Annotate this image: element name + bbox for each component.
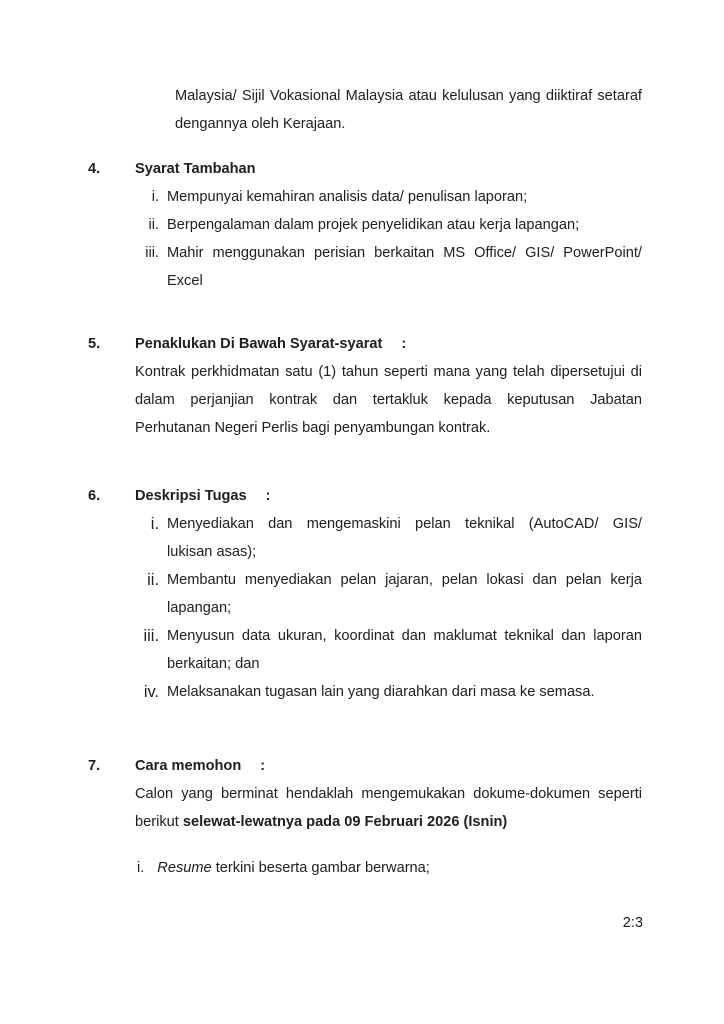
list-item-text: lapangan; [167,600,232,616]
list-item-text: Mempunyai kemahiran analisis data/ penulisan laporan; [167,189,528,205]
section-deskripsi-tugas [0,482,724,706]
paragraph-line: dengannya oleh Kerajaan. [175,116,346,132]
paragraph-line: Malaysia/ Sijil Vokasional Malaysia atau kelulusan yang diiktiraf setaraf [175,88,642,104]
section-heading [88,330,724,358]
list-marker: ii. [148,217,159,233]
paragraph-text-regular: berikut [135,814,183,830]
section-title: Syarat Tambahan [135,161,256,177]
resume-italic-text: Resume [157,860,212,876]
list-marker: i. [137,860,145,876]
section-penaklukan [0,330,724,442]
section-heading [88,482,724,510]
section-title: Cara memohon [135,758,242,774]
list-marker: i. [150,515,159,533]
section-paragraph [135,780,642,836]
list-item-text: lukisan asas); [167,544,257,560]
page-number: 2:3 [622,915,643,931]
section-number: 4. [88,161,101,177]
continuation-paragraph [175,82,642,138]
paragraph-line: Calon yang berminat hendaklah mengemukakan dokume-dokumen seperti [135,786,642,802]
list-item-text: Menyediakan dan mengemaskini pelan teknikal (AutoCAD/ GIS/ [167,516,642,532]
list-marker: ii. [147,571,159,589]
list-item [135,211,724,239]
list-item-text: Melaksanakan tugasan lain yang diarahkan dari masa ke semasa. [167,684,595,700]
section-title: Deskripsi Tugas [135,488,247,504]
paragraph-line: Kontrak perkhidmatan satu (1) tahun seperti mana yang telah dipersetujui di [135,364,642,380]
section-heading [88,752,724,780]
section-paragraph [135,358,642,442]
deadline-text: selewat-lewatnya pada 09 Februari 2026 (Isnin) [182,814,508,830]
heading-colon: : [260,758,266,774]
list-item-text: terkini beserta gambar berwarna; [211,860,430,876]
section-number: 7. [88,758,101,774]
list-marker: iii. [143,627,159,645]
section-heading [88,155,724,183]
paragraph-line: Perhutanan Negeri Perlis bagi penyambungan kontrak. [135,420,491,436]
list-item-text: Berpengalaman dalam projek penyelidikan atau kerja lapangan; [167,217,580,233]
list-marker: i. [151,189,159,205]
list-item [135,566,724,622]
list-item-text: Menyusun data ukuran, koordinat dan maklumat teknikal dan laporan [167,628,642,644]
section-number: 6. [88,488,101,504]
list-marker: iv. [143,683,159,701]
list-item [135,622,724,678]
list-item-text: berkaitan; dan [167,656,260,672]
heading-colon: : [401,336,407,352]
list-item [135,239,724,295]
section-cara-memohon [0,752,724,882]
section-title: Penaklukan Di Bawah Syarat-syarat [135,336,383,352]
section-syarat-tambahan [0,155,724,295]
paragraph-line: dalam perjanjian kontrak dan tertakluk kepada keputusan Jabatan [135,392,642,408]
heading-colon: : [265,488,271,504]
list-marker: iii. [145,245,159,261]
list-item-text: Excel [167,273,203,289]
section-number: 5. [88,336,101,352]
list-item [137,854,724,882]
list-item [135,183,724,211]
list-item-text: Membantu menyediakan pelan jajaran, pelan lokasi dan pelan kerja [167,572,642,588]
list-item-text: Mahir menggunakan perisian berkaitan MS Office/ GIS/ PowerPoint/ [167,245,642,261]
list-item [135,510,724,566]
list-item [135,678,724,706]
